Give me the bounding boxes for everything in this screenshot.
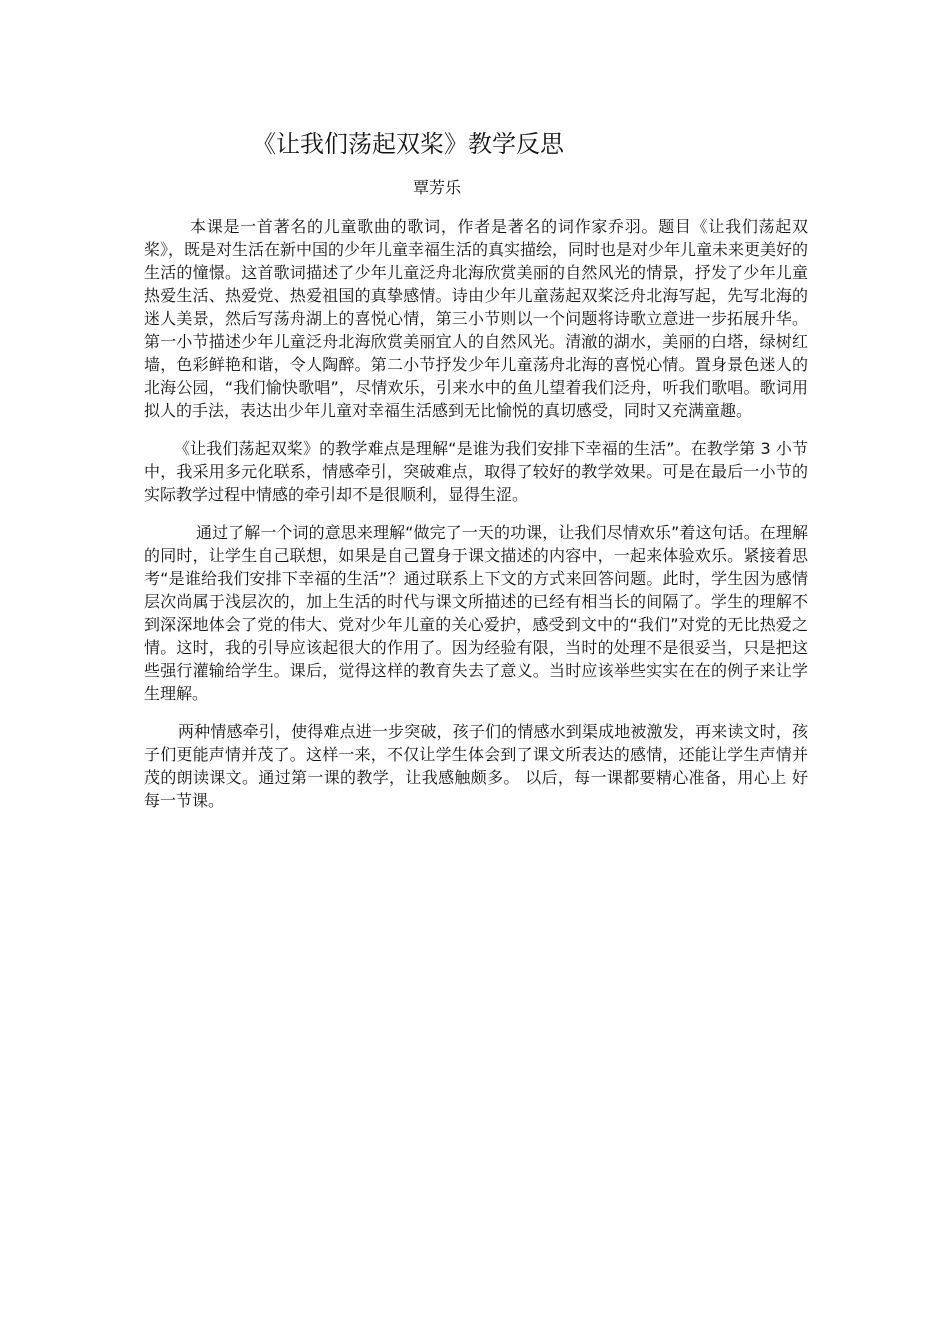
paragraph-1: 本课是一首著名的儿童歌曲的歌词，作者是著名的词作家乔羽。题目《让我们荡起双桨》，既是对生活在新中国的少年儿童幸福生活的真实描绘，同时也是对少年儿童未来更美好的生活的憧憬。这首歌词描述了少年儿童泛舟北海欣赏美丽的自然风光的情景，抒发了少年儿童热爱生活、热爱党、热爱祖国的真挚感情。诗由少年儿童荡起双桨泛舟北海写起，先写北海的迷人美景，然后写荡舟湖上的喜悦心情，第三小节则以一个问题将诗歌立意进一步拓展升华。第一小节描述少年儿童泛舟北海欣赏美丽宜人的自然风光。清澈的湖水，美丽的白塔，绿树红墙，色彩鲜艳和谐，令人陶醉。第二小节抒发少年儿童荡舟北海的喜悦心情。置身景色迷人的北海公园，“我们愉快歌唱”，尽情欢乐，引来水中的鱼儿望着我们泛舟，听我们歌唱。歌词用拟人的手法，表达出少年儿童对幸福生活感到无比愉悦的真切感受，同时又充满童趣。 (144, 217, 809, 420)
document-title: 《让我们荡起双桨》教学反思 (252, 130, 564, 158)
paragraph-4: 两种情感牵引，使得难点进一步突破，孩子们的情感水到渠成地被激发，再来读文时，孩子们更能声情并茂了。这样一来，不仅让学生体会到了课文所表达的感情，还能让学生声情并茂的朗读课文。通过第一课的教学，让我感触颇多。 以后，每一课都要精心准备，用心上 好每一节课。 (144, 722, 808, 810)
paragraph-3: 通过了解一个词的意思来理解“做完了一天的功课，让我们尽情欢乐”着这句话。在理解的同时，让学生自己联想，如果是自己置身于课文描述的内容中，一起来体验欢乐。紧接着思考“是谁给我们安排下幸福的生活”？通过联系上下文的方式来回答问题。此时，学生因为感情层次尚属于浅层次的，加上生活的时代与课文所描述的已经有相当长的间隔了。学生的理解不到深深地体会了党的伟大、党对少年儿童的关心爱护，感受到文中的“我们”对党的无比热爱之情。这时，我的引导应该起很大的作用了。因为经验有限，当时的处理不是很妥当，只是把这些强行灌输给学生。课后，觉得这样的教育失去了意义。当时应该举些实实在在的例子来让学生理解。 (144, 523, 808, 703)
document-body (144, 215, 808, 827)
document-author: 覃芳乐 (413, 178, 462, 197)
paragraph-2: 《让我们荡起双桨》的教学难点是理解“是谁为我们安排下幸福的生活”。在教学第 3 小节中，我采用多元化联系，情感牵引，突破难点，取得了较好的教学效果。可是在最后一小节的实际教学过程中情感的牵引却不是很顺利，显得生涩。 (144, 439, 808, 504)
